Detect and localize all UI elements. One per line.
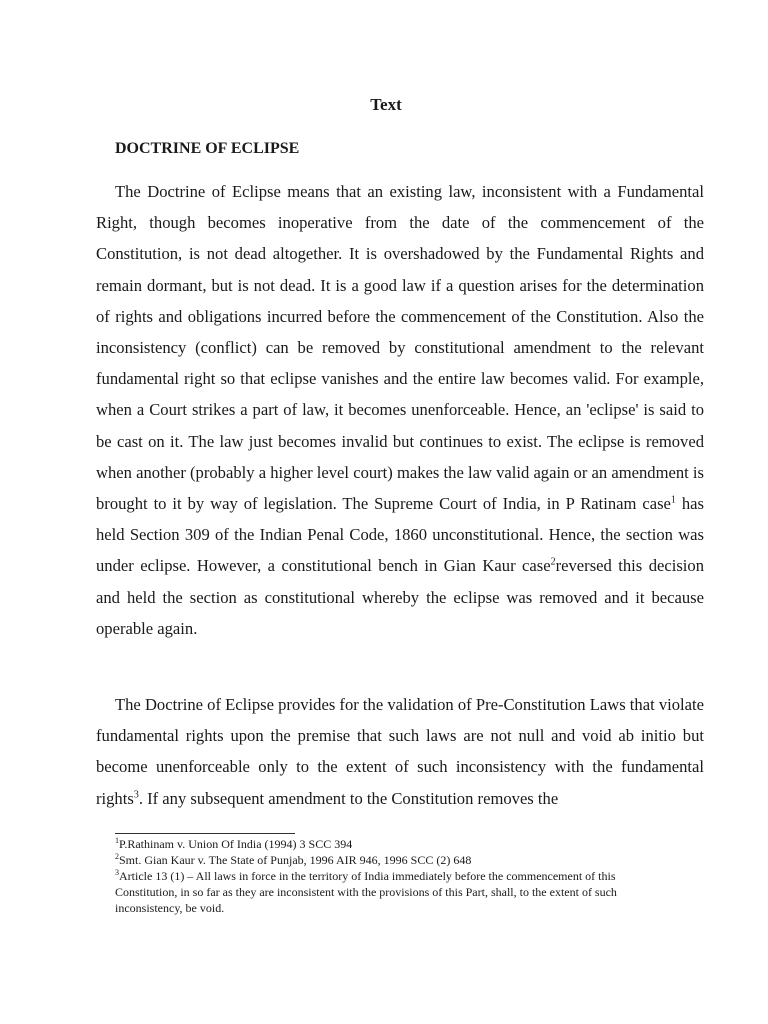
footnote-text: Article 13 (1) – All laws in force in the territory of India immediately before the commencement of this Constitution, in so far as they are inconsistent with the provisions of this Part, shall, to the extent of such inconsistency, be void.: [115, 869, 617, 915]
footnote-reference-1: 1: [670, 494, 676, 506]
paragraph-text: The Doctrine of Eclipse provides for the validation of Pre-Constitution Laws that violate fundamental rights upon the premise that such laws are not null and void ab initio but become unenforceable only to the extent of such inconsistency with the fundamental rights: [96, 695, 704, 808]
footnote-text: Smt. Gian Kaur v. The State of Punjab, 1996 AIR 946, 1996 SCC (2) 648: [119, 853, 472, 867]
paragraph-text: has held Section 309 of the Indian Penal Code, 1860 unconstitutional. Hence, the section was under eclipse. However, a constitutional bench in Gian Kaur case: [96, 494, 704, 576]
section-heading: DOCTRINE OF ECLIPSE: [115, 140, 300, 157]
footnote-marker: 1: [115, 836, 119, 845]
paragraph-text: reversed this decision and held the section as constitutional whereby the eclipse was removed and it because operable again.: [96, 556, 704, 638]
footnote-marker: 2: [115, 852, 119, 861]
footnote-marker: 3: [115, 868, 119, 877]
footnote-reference-2: 2: [550, 556, 556, 568]
footnotes: [115, 836, 675, 916]
paragraph-text: The Doctrine of Eclipse means that an existing law, inconsistent with a Fundamental Right, though becomes inoperative from the date of the commencement of the Constitution, is not dead altogether. It is overshadowed by the Fundamental Rights and remain dormant, but is not dead. It is a good law if a question arises for the determination of rights and obligations incurred before the commencement of the Constitution. Also the inconsistency (conflict) can be removed by constitutional amendment to the relevant fundamental right so that eclipse vanishes and the entire law becomes valid. For example, when a Court strikes a part of law, it becomes unenforceable. Hence, an 'eclipse' is said to be cast on it. The law just becomes invalid but continues to exist. The eclipse is removed when another (probably a higher level court) makes the law valid again or an amendment is brought to it by way of legislation. The Supreme Court of India, in P Ratinam case: [96, 182, 704, 514]
page-title: Text: [370, 95, 402, 114]
body-paragraph-1: [96, 176, 704, 644]
footnote-1: [115, 836, 675, 852]
footnote-2: [115, 852, 675, 868]
document-page: [96, 0, 704, 1024]
footnote-text: P.Rathinam v. Union Of India (1994) 3 SCC 394: [119, 837, 353, 851]
footnote-reference-3: 3: [133, 789, 139, 801]
footnote-3: [115, 868, 675, 916]
paragraph-text: . If any subsequent amendment to the Constitution removes the: [138, 788, 559, 808]
body-paragraph-2: [96, 689, 704, 814]
footnote-separator: [115, 833, 295, 834]
